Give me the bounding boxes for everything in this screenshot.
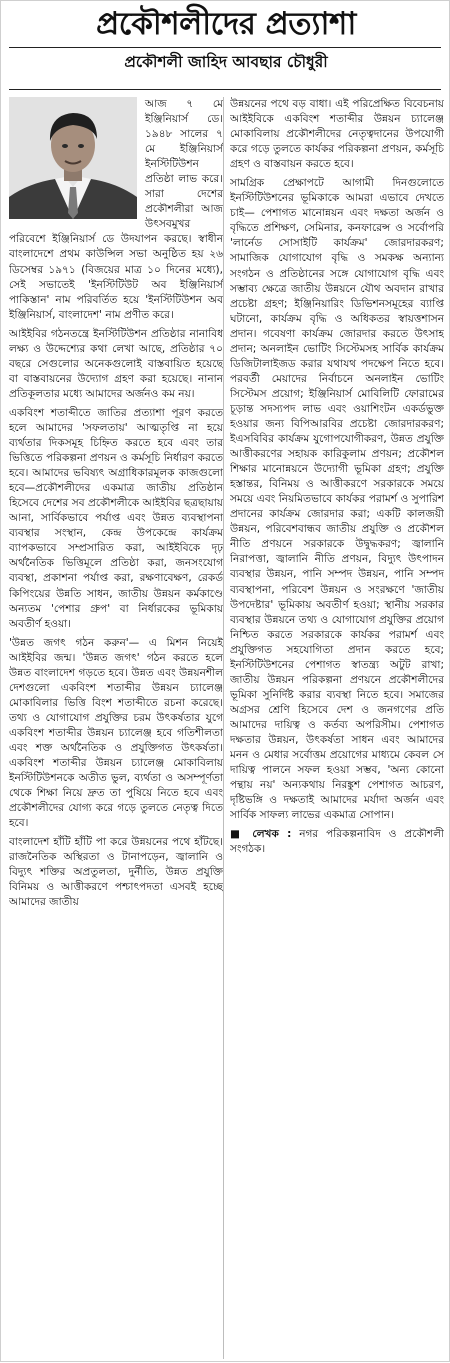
paragraph-left-5: বাংলাদেশ হাঁটি হাঁটি পা করে উন্নয়নের পথে হাঁটছে। রাজনৈতিক অস্থিরতা ও টানাপড়েন, জ্বালানি ও বিদ্যুৎ শক্তির অপ্রতুলতা, দুর্নীতি, উন্নত প্রযুক্তি বিনিময় ও আত্তীকরণে পশ্চাৎপদতা এসবই হচ্ছে আমাদের জাতীয় [9, 836, 223, 909]
paragraph-left-2: আইইবির গঠনতন্ত্রে ইনস্টিটিউশন প্রতিষ্ঠার নানাবিধ লক্ষ্য ও উদ্দেশ্যের কথা লেখা আছে, প্রতিষ্ঠার ৭০ বছরে সেগুলোর অনেকগুলোই বাস্তবায়িত হয়েছে বা বাস্তবায়নের উদ্যোগ গ্রহণ করা হয়েছে। নানান প্রতিকূলতার মধ্যে আমাদের অর্জনও কম নয়। [9, 327, 223, 400]
byline: প্রকৌশলী জাহিদ আবছার চৌধুরী [124, 53, 328, 71]
paragraph-right-2: সামগ্রিক প্রেক্ষাপটে আগামী দিনগুলোতে ইনস্টিটিউশনের ভূমিকাকে আমরা এভাবে দেখতে চাই— পেশাগত মানোন্নয়ন এবং দক্ষতা অর্জন ও বৃদ্ধিতে প্রশিক্ষণ, সেমিনার, কনফারেন্স ও সর্বোপরি 'লার্নেড সোসাইটি কার্যক্রম' জোরদারকরণ; সামাজিক যোগাযোগ বৃদ্ধি ও সমকক্ষ অন্যান্য সংগঠন ও প্রতিষ্ঠানের সঙ্গে যোগাযোগ বৃদ্ধি এবং সম্ভাব্য ক্ষেত্রে জাতীয় উন্নয়নে যৌথ অবদান রাখার প্রচেষ্টা গ্রহণ; ইঞ্জিনিয়ারিং ডিভিশনসমূহের ব্যাপ্তি ঘটানো, কার্যক্রম বৃদ্ধি ও অধিকতর স্বায়ত্তশাসন প্রদান। গবেষণা কার্যক্রম জোরদার করতে উৎসাহ প্রদান; অনলাইন ভোটিং সিস্টেমসহ সার্বিক কার্যক্রম ডিজিটালাইজড করার যথাযথ পদক্ষেপ নিতে হবে। পরবর্তী মেয়াদের নির্বাচনে অনলাইন ভোটিং সিস্টেমস প্রয়োগ; ইঞ্জিনিয়ার্স মোবিলিটি ফোরামের চূড়ান্ত সদস্যপদ লাভ এবং ওয়াশিংটন একর্ডভুক্ত হওয়ার জন্য বিপিআরবির প্রচেষ্টা জোরদারকরণ; ইএসবিবির কার্যক্রম যুগোপযোগীকরণ, উন্নত প্রযুক্তি আত্তীকরণের সহায়ক কারিকুলাম প্রণয়ন; প্রকৌশল শিক্ষার মানোন্নয়নে উদ্যোগী ভূমিকা গ্রহণ; প্রযুক্তি হস্তান্তর, বিনিময় ও আত্তীকরণে সরকারকে সময়ে সময়ে এবং নিয়মিতভাবে কার্যকর পরামর্শ ও সুপারিশ প্রদানের কার্যক্রম জোরদার করা; একটি কালজয়ী উন্নয়ন, পরিবেশবান্ধব জাতীয় প্রযুক্তি ও প্রকৌশল নীতি প্রণয়নে সরকারকে উদ্বুদ্ধকরণ; জ্বালানি নিরাপত্তা, জ্বালানি নীতি প্রণয়ন, বিদ্যুৎ উৎপাদন ব্যবস্থার উন্নয়ন, পানি সম্পদ উন্নয়ন, পানি সম্পদ ব্যবস্থাপনা, পরিবেশ উন্নয়ন ও সংরক্ষণে 'জাতীয় উপদেষ্টার' ভূমিকায় অবতীর্ণ হওয়া; স্থানীয় সরকার ব্যবস্থার উন্নয়নে তথ্য ও যোগাযোগ প্রযুক্তির প্রয়োগ নিশ্চিত করতে সরকারকে কার্যকর পরামর্শ এবং প্রযুক্তিগত সহযোগিতা প্রদান করতে হবে; ইনস্টিটিউশনের পেশাগত স্বাতন্ত্র্য অটুট রাখা; জাতীয় উন্নয়ন পরিকল্পনা প্রণয়নে প্রকৌশলীদের ভূমিকা সুনির্দিষ্ট করার ব্যবস্থা নিতে হবে। সমাজের অগ্রসর শ্রেণি হিসেবে দেশ ও জনগণের প্রতি আমাদের দায়িত্ব ও কর্তব্য অপরিসীম। পেশাগত দক্ষতার উন্নয়ন, উৎকর্ষতা সাধন এবং আমাদের মনন ও মেধার সর্বোত্তম প্রয়োগের মাধ্যমে কেবল সে দায়িত্ব পালনে সফল হওয়া সম্ভব, 'অন্য কোনো পন্থায় নয়' অন্যকথায় নিরঙ্কুশ পেশাগত আচরণ, দৃষ্টিভঙ্গি ও দক্ষতাই আমাদের মর্যাদা অর্জন এবং সার্বিক সাফল্য লাভের একমাত্র সোপান। [230, 177, 444, 822]
paragraph-left-3: একবিংশ শতাব্দীতে জাতির প্রত্যাশা পূরণ করতে হলে আমাদের 'সফলতায়' আত্মতৃপ্তি না হয়ে ব্যর্থতার দিকসমূহ চিহ্নিত করতে হবে এবং তার ভিত্তিতে পরিকল্পনা প্রণয়ন ও কর্মসূচি নির্ধারণ করতে হবে। আমাদের ভবিষ্যৎ অগ্রাধিকারমূলক কাজগুলো হবে—প্রকৌশলীদের একমাত্র জাতীয় প্রতিষ্ঠান হিসেবে দেশের সব প্রকৌশলীকে আইইবির ছত্রছায়ায় আনা, সার্বিকভাবে পর্যাপ্ত এবং উন্নত ব্যবস্থাপনা ব্যবস্থার সংস্থান, কেন্দ্র উপকেন্দ্রে কার্যক্রম ব্যাপকভাবে সম্প্রসারিত করা, আইইবিকে দৃঢ় অর্থনৈতিক ভিত্তিমূলে প্রতিষ্ঠা করা, জনসংযোগ ব্যবস্থা, প্রকাশনা পর্যাপ্ত করা, রক্ষণাবেক্ষণ, রেকর্ড কিপিংয়ের উন্নতি সাধন, জাতীয় উন্নয়ন কর্মকাণ্ডে অন্যতম 'পেশার গ্রুপ' বা নির্ধারকের ভূমিকায় অবতীর্ণ হওয়া। [9, 406, 223, 630]
article [1, 1, 450, 1363]
credit-text: নগর পরিকল্পনাবিদ ও প্রকৌশলী সংগঠক। [230, 828, 444, 856]
credit-label: লেখক : [252, 828, 292, 841]
headline-rule [9, 47, 441, 48]
credit-marker: ■ [230, 828, 245, 841]
column-divider [223, 97, 224, 1359]
paragraph-left-1: আজ ৭ মে ইঞ্জিনিয়ার্স ডে। ১৯৪৮ সালের ৭ মে ইঞ্জিনিয়ার্স ইনস্টিটিউশন প্রতিষ্ঠা লাভ করে। সারা দেশের প্রকৌশলীরা আজ উৎসবমুখর পরিবেশে ইঞ্জিনিয়ার্স ডে উদযাপন করছে। স্বাধীন বাংলাদেশে প্রথম কাউন্সিল সভা অনুষ্ঠিত হয় ২৬ ডিসেম্বর ১৯৭১ (বিজয়ের মাত্র ১০ দিনের মধ্যে), সেই সভাতেই 'ইনস্টিটিউট অব ইঞ্জিনিয়ার্স পাকিস্তান' নাম পরিবর্তিত হয়ে 'ইনস্টিটিউশন অব ইঞ্জিনিয়ার্স, বাংলাদেশ' নাম প্রণীত করে। [9, 98, 223, 321]
paragraph-left-4: 'উন্নত জগৎ গঠন করুন'— এ মিশন নিয়েই আইইবির জন্ম। 'উন্নত জগৎ' গঠন করতে হলে উন্নত বাংলাদেশ গড়তে হবে। উন্নত এবং উন্নয়নশীল দেশগুলো একবিংশ শতাব্দীর উন্নয়ন চ্যালেঞ্জ মোকাবিলার ভিত্তি বিংশ শতাব্দীতে রচনা করেছে। তথ্য ও যোগাযোগ প্রযুক্তির চরম উৎকর্ষতার যুগে একবিংশ শতাব্দীর উন্নয়ন চ্যালেঞ্জ হবে গতিশীলতা এবং শক্ত অর্থনৈতিক ও প্রযুক্তিগত উৎকর্ষতা। একবিংশ শতাব্দীর উন্নয়ন চ্যালেঞ্জ মোকাবিলায় ইনস্টিটিউশনকে অতীত ভুল, ব্যর্থতা ও অসম্পূর্ণতা থেকে শিক্ষা নিয়ে দ্রুত তা পুষিয়ে নিতে হবে এবং প্রকৌশলীদের যোগ্য করে গড়ে তুলতে নেতৃত্ব দিতে হবে। [9, 636, 223, 830]
author-photo [9, 97, 137, 219]
paragraph-right-1: উন্নয়নের পথে বড় বাধা। এই পরিপ্রেক্ষিত বিবেচনায় আইইবিকে একবিংশ শতাব্দীর উন্নয়ন চ্যালেঞ্জ মোকাবিলায় প্রকৌশলীদের নেতৃত্বদানের উপযোগী করে গড়ে তুলতে কার্যকর পরিকল্পনা প্রণয়ন, কর্মসূচি গ্রহণ ও বাস্তবায়ন করতে হবে। [230, 98, 444, 171]
left-column [9, 97, 223, 1359]
author-credit [230, 827, 444, 857]
byline-rule [9, 89, 441, 90]
headline: প্রকৌশলীদের প্রত্যাশা [96, 6, 356, 42]
right-column [230, 97, 444, 1359]
